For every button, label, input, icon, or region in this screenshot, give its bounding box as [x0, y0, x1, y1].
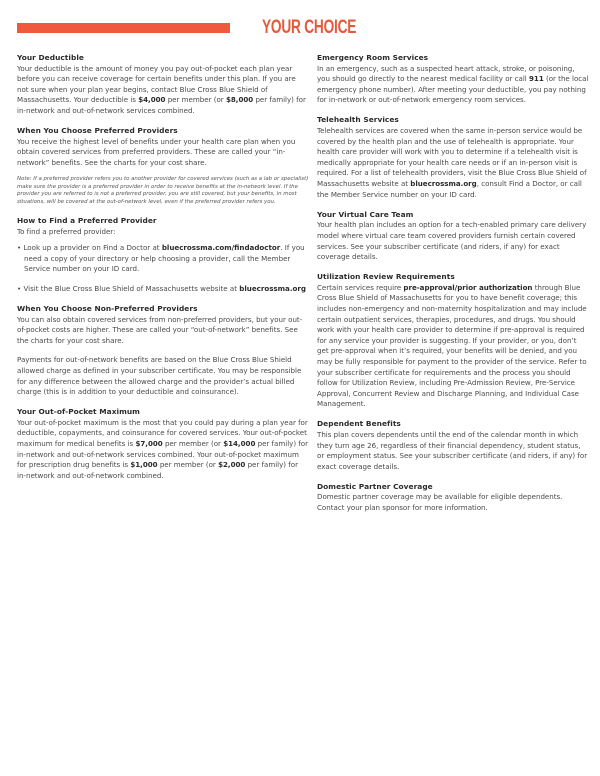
body-text: • Visit the Blue Cross Blue Shield of Massachusetts website at [17, 283, 240, 293]
section-out-of-pocket-maximum [17, 407, 309, 481]
body-text: Telehealth services are covered when the same in-person service would be covered by the health plan and the use of telehealth is appropriate. Your health care provider will work with you to determine if a telehealth visit is medically appropriate for your health care needs or if an in-person visit is required. For a list of telehealth providers, visit the Blue Cross Blue Shield of Massachusetts website at [317, 126, 587, 189]
body-text: Your out-of-pocket maximum is the most that you could pay during a plan year for deductible, copayments, and coinsurance for covered services. Your out-of-pocket maximum for medical benefits is [17, 417, 308, 449]
prior-authorization-term: pre-approval/prior authorization [403, 282, 533, 292]
section-body: Domestic partner coverage may be available for eligible dependents. Contact your plan sponsor for more information. [317, 492, 563, 513]
section-domestic-partner [317, 482, 589, 514]
section-body: Your health plan includes an option for a tech-enabled primary care delivery model where virtual care team covered providers furnish certain covered services. See your subscriber certificate (and riders, if any) for exact coverage details. [317, 220, 587, 262]
body-text: • Look up a provider on Find a Doctor at [17, 243, 162, 253]
section-heading: When You Choose Non-Preferred Providers [17, 304, 198, 313]
emergency-number: 911 [529, 74, 544, 84]
body-text: per member (or [165, 95, 226, 105]
section-heading: How to Find a Preferred Provider [17, 215, 157, 225]
deductible-family-amount: $8,000 [225, 95, 254, 105]
body-text: . If you need a copy of your directory or help choosing a provider, call the Member Service number on your ID card. [24, 243, 305, 274]
list-item [17, 284, 309, 295]
body-text: (or the local emergency phone number). After meeting your deductible, you pay nothing for in-network or out-of-network emergency room services. [317, 74, 589, 105]
section-body [317, 64, 589, 106]
oop-rx-member-amount: $1,000 [130, 460, 158, 470]
list-item [17, 243, 309, 275]
section-heading: Your Out-of-Pocket Maximum [17, 407, 140, 417]
deductible-member-amount: $4,000 [138, 95, 166, 105]
section-heading: Emergency Room Services [317, 53, 429, 62]
section-heading: Your Virtual Care Team [317, 209, 414, 219]
section-body: You can also obtain covered services from non-preferred providers, but your out-of-pocket costs are higher. These are called your “out-of-network” benefits. See the charts for your cost share. [17, 314, 303, 345]
section-preferred-providers [17, 126, 309, 206]
section-heading: Utilization Review Requirements [317, 272, 455, 282]
body-text: , consult Find a Doctor, or call the Member Service number on your ID card. [317, 179, 582, 199]
body-text: per family) for in-network and out-of-network services combined. [17, 95, 306, 115]
section-telehealth [317, 115, 589, 200]
page-title: YOUR CHOICE [262, 17, 357, 38]
section-virtual-care-team [317, 210, 589, 263]
section-emergency-room [317, 53, 589, 106]
bluecrossma-link[interactable]: bluecrossma.org [239, 283, 306, 293]
section-body [17, 418, 309, 482]
right-column [317, 53, 589, 523]
section-heading: When You Choose Preferred Providers [17, 126, 178, 136]
section-body [317, 126, 589, 200]
oop-medical-member-amount: $7,000 [135, 439, 163, 449]
body-text: per member (or [162, 439, 224, 449]
section-deductible [17, 53, 309, 117]
section-heading: Your Deductible [17, 53, 84, 62]
bluecrossma-link[interactable]: bluecrossma.org [410, 179, 477, 189]
section-utilization-review [317, 272, 589, 410]
section-body: You receive the highest level of benefits under your health care plan when you obtain covered services from preferred providers. These are called your “in-network” benefits. See the charts for your cost share. [17, 136, 296, 167]
body-text: Your deductible is the amount of money you pay out-of-pocket each plan year before you can receive coverage for certain benefits under this plan. If you are not sure when your plan year begins, contact Blue Cross Blue Shield of Massachusetts. Your deductible is [17, 63, 296, 105]
body-text: per family) for in-network and out-of-network services combined. Your out-of-pocket maximum for prescription drug benefits is [17, 439, 309, 470]
oop-rx-family-amount: $2,000 [218, 460, 246, 470]
body-text: Certain services require [317, 282, 404, 292]
preferred-provider-note: Note: If a preferred provider refers you to another provider for covered services (such as a lab or specialist) make sure the provider is a preferred provider in order to receive benefits at the in-network level. If the provider you are referred to is not a preferred provider, you are still covered, but your benefits, in most situations, will be covered at the out-of-network level, even if the preferred provider refers you. [17, 176, 309, 205]
body-text: through Blue Cross Blue Shield of Massachusetts for you to have benefit coverage; this includes non-emergency and non-maternity hospitalization and may include certain outpatient services, therapies, procedures, and drugs. You should work with your health care provider to determine if pre-approval is required for any service your provider is suggesting. If your provider, or you, don’t get pre-approval when it’s required, your benefits will be denied, and you may be fully responsible for payment to the provider of the service. Refer to your subscriber certificate for requirements and the process you should follow for Utilization Review, including Pre-Admission Review, Pre-Service Approval, Concurrent Review and Discharge Planning, and Individual Case Management. [317, 282, 587, 409]
section-dependent-benefits [317, 419, 589, 472]
body-text: In an emergency, such as a suspected heart attack, stroke, or poisoning, you should go directly to the nearest medical facility or call [317, 63, 575, 84]
section-heading: Domestic Partner Coverage [317, 481, 433, 491]
section-heading: Dependent Benefits [317, 419, 401, 429]
oop-medical-family-amount: $14,000 [223, 439, 256, 449]
body-text: per family) for in-network and out-of-network combined. [17, 460, 298, 480]
section-body [317, 283, 589, 410]
section-body: Payments for out-of-network benefits are based on the Blue Cross Blue Shield allowed charge as defined in your subscriber certificate. You may be responsible for any difference between the allowed charge and the provider’s actual billed charge (this is in addition to your deductible and coinsurance). [17, 355, 302, 397]
section-heading: Telehealth Services [317, 115, 399, 125]
section-body: This plan covers dependents until the end of the calendar month in which they turn age 26, regardless of their financial dependency, student status, or employment status. See your subscriber certificate (and riders, if any) for exact coverage details. [317, 430, 588, 471]
body-text: per member (or [157, 460, 219, 470]
header-accent-bar [17, 23, 230, 33]
section-non-preferred-providers [17, 304, 309, 398]
left-column [17, 53, 309, 491]
section-find-provider [17, 216, 309, 295]
section-body [17, 64, 309, 117]
find-a-doctor-link[interactable]: bluecrossma.com/findadoctor [161, 243, 281, 253]
section-body: To find a preferred provider: [17, 226, 116, 236]
